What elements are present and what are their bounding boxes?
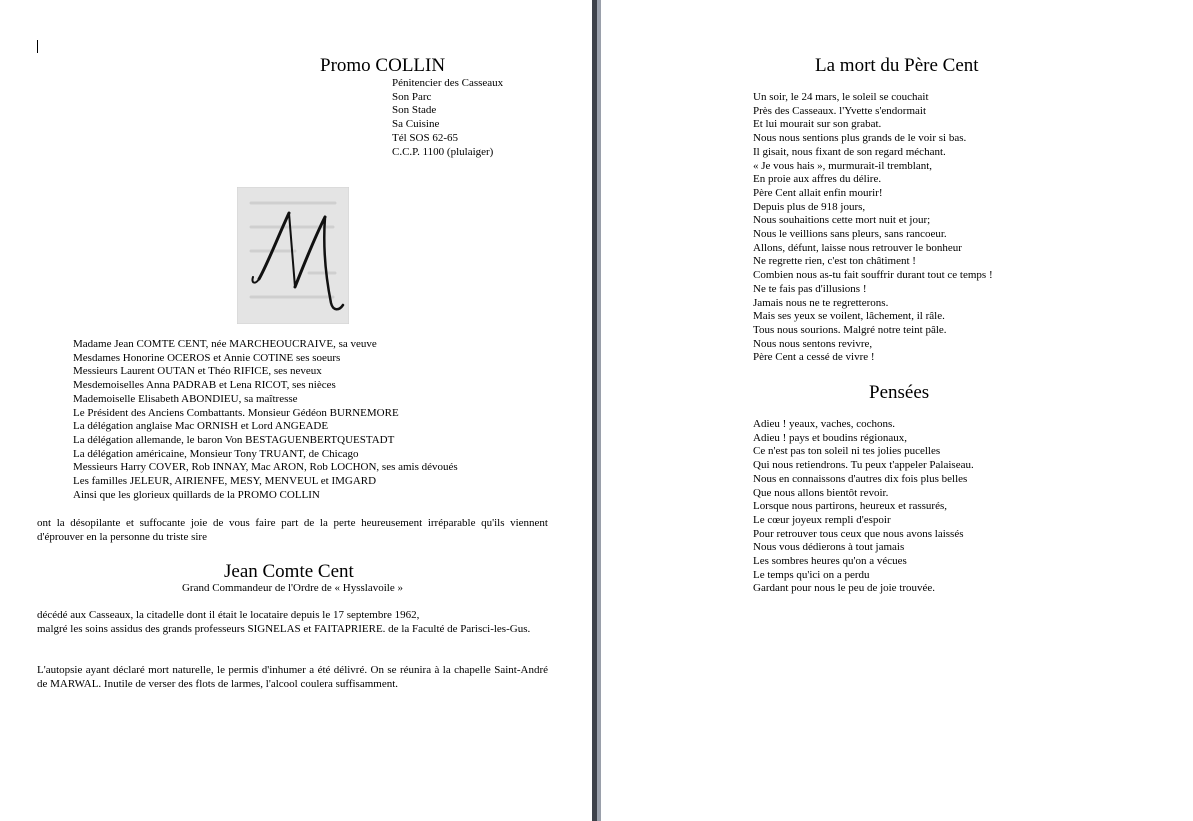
poem-line: Tous nous sourions. Malgré notre teint pâle. [753,323,947,336]
poem-body [753,418,974,596]
poem-body [753,91,993,365]
family-line: Mademoiselle Elisabeth ABONDIEU, sa maîtresse [73,392,298,405]
poem-line: En proie aux affres du délire. [753,173,882,186]
family-line: La délégation anglaise Mac ORNISH et Lord ANGEADE [73,420,329,433]
poem-line: Ne te fais pas d'illusions ! [753,282,867,295]
poem-line: Ce n'est pas ton soleil ni tes jolies pucelles [753,445,941,458]
poem-title: Pensées [869,382,930,403]
poem-line: Gardant pour nous le peu de joie trouvée. [753,582,936,595]
family-line: Messieurs Laurent OUTAN et Théo RIFICE, ses neveux [73,365,322,378]
deceased-name-heading: Jean Comte Cent [224,561,354,582]
poem-line: Nous vous dédierons à tout jamais [753,541,905,554]
poem-line: Un soir, le 24 mars, le soleil se couchait [753,91,929,103]
address-line: Pénitencier des Casseaux [392,77,504,89]
family-line: Ainsi que les glorieux quillards de la PROMO COLLIN [73,488,320,501]
family-line: Messieurs Harry COVER, Rob INNAY, Mac ARON, Rob LOCHON, ses amis dévoués [73,461,458,474]
poem-line: Nous nous sentions plus grands de le voir si bas. [753,132,967,145]
poem-line: Le cœur joyeux rempli d'espoir [753,513,891,526]
text-cursor [37,40,38,53]
poem-line: Jamais nous ne te regretterons. [753,296,889,309]
address-line: Tél SOS 62-65 [392,131,458,144]
poem-line: Adieu ! yeaux, vaches, cochons. [753,418,896,430]
poem-line: Combien nous as-tu fait souffrir durant tout ce temps ! [753,269,993,282]
family-line: Mesdemoiselles Anna PADRAB et Lena RICOT, ses nièces [73,379,336,392]
death-notice-line: malgré les soins assidus des grands professeurs SIGNELAS et FAITAPRIERE. de la Faculté de Parisci-les-Gus. [37,623,531,635]
right-page [603,0,1193,821]
poem-line: « Je vous hais », murmurait-il tremblant, [753,159,933,172]
family-line: La délégation allemande, le baron Von BESTAGUENBERTQUESTADT [73,433,395,446]
left-page [0,0,590,821]
death-notice-line: décédé aux Casseaux, la citadelle dont il était le locataire depuis le 17 septembre 1962, [37,609,420,621]
poem-line: Il gisait, nous fixant de son regard méchant. [753,145,946,158]
page-title: Promo COLLIN [320,55,446,76]
poem-line: Allons, défunt, laisse nous retrouver le bonheur [753,241,962,254]
poem-line: Adieu ! pays et boudins régionaux, [753,431,907,444]
poem-line: Le temps qu'ici on a perdu [753,568,870,581]
address-line: Sa Cuisine [392,118,440,131]
family-line: Mesdames Honorine OCEROS et Annie COTINE ses soeurs [73,351,341,364]
family-line: Le Président des Anciens Combattants. Monsieur Gédéon BURNEMORE [73,406,399,419]
poem-line: Près des Casseaux. l'Yvette s'endormait [753,104,927,117]
poem-line: Nous en connaissons d'autres dix fois plus belles [753,472,968,485]
family-list [73,338,458,502]
letter-m-monogram-icon [237,187,349,324]
family-line: Les familles JELEUR, AIRIENFE, MESY, MENVEUL et IMGARD [73,475,377,488]
address-block [392,77,503,159]
announcement-paragraph: ont la désopilante et suffocante joie de vous faire part de la perte heureusement irréparable qu'ils viennent d'éprouver en la personne du triste sire [37,517,548,543]
poem-line: Pour retrouver tous ceux que nous avons laissés [753,527,964,540]
page-divider [590,0,603,821]
deceased-subtitle: Grand Commandeur de l'Ordre de « Hysslavoile » [181,582,403,594]
family-line: La délégation américaine, Monsieur Tony TRUANT, de Chicago [73,447,359,460]
poem-line: Père Cent a cessé de vivre ! [753,351,875,364]
poem-line: Ne regrette rien, c'est ton châtiment ! [753,255,916,268]
poem-line: Mais ses yeux se voilent, lâchement, il râle. [753,310,945,323]
poem-line: Nous le veillions sans pleurs, sans rancoeur. [753,228,947,241]
poem-line: Nous souhaitions cette mort nuit et jour; [753,214,931,227]
family-line: Madame Jean COMTE CENT, née MARCHEOUCRAIVE, sa veuve [73,338,377,350]
poem-line: Qui nous retiendrons. Tu peux t'appeler Palaiseau. [753,459,974,472]
poem-line: Nous nous sentons revivre, [753,337,873,350]
poem-line: Et lui mourait sur son grabat. [753,118,882,131]
poem-title: La mort du Père Cent [815,55,979,76]
poem-line: Père Cent allait enfin mourir! [753,186,883,199]
poem-line: Lorsque nous partirons, heureux et rassurés, [753,500,947,513]
poem-line: Depuis plus de 918 jours, [753,200,866,213]
poem-line: Les sombres heures qu'on a vécues [753,555,907,568]
address-line: Son Parc [392,90,432,103]
address-line: C.C.P. 1100 (plulaiger) [392,145,494,158]
autopsy-paragraph: L'autopsie ayant déclaré mort naturelle, le permis d'inhumer a été délivré. On se réunira à la chapelle Saint-André de MARWAL. Inutile de verser des flots de larmes, l'alcool coulera suffisamment. [37,664,548,690]
address-line: Son Stade [392,104,437,117]
poem-line: Que nous allons bientôt revoir. [753,486,889,499]
